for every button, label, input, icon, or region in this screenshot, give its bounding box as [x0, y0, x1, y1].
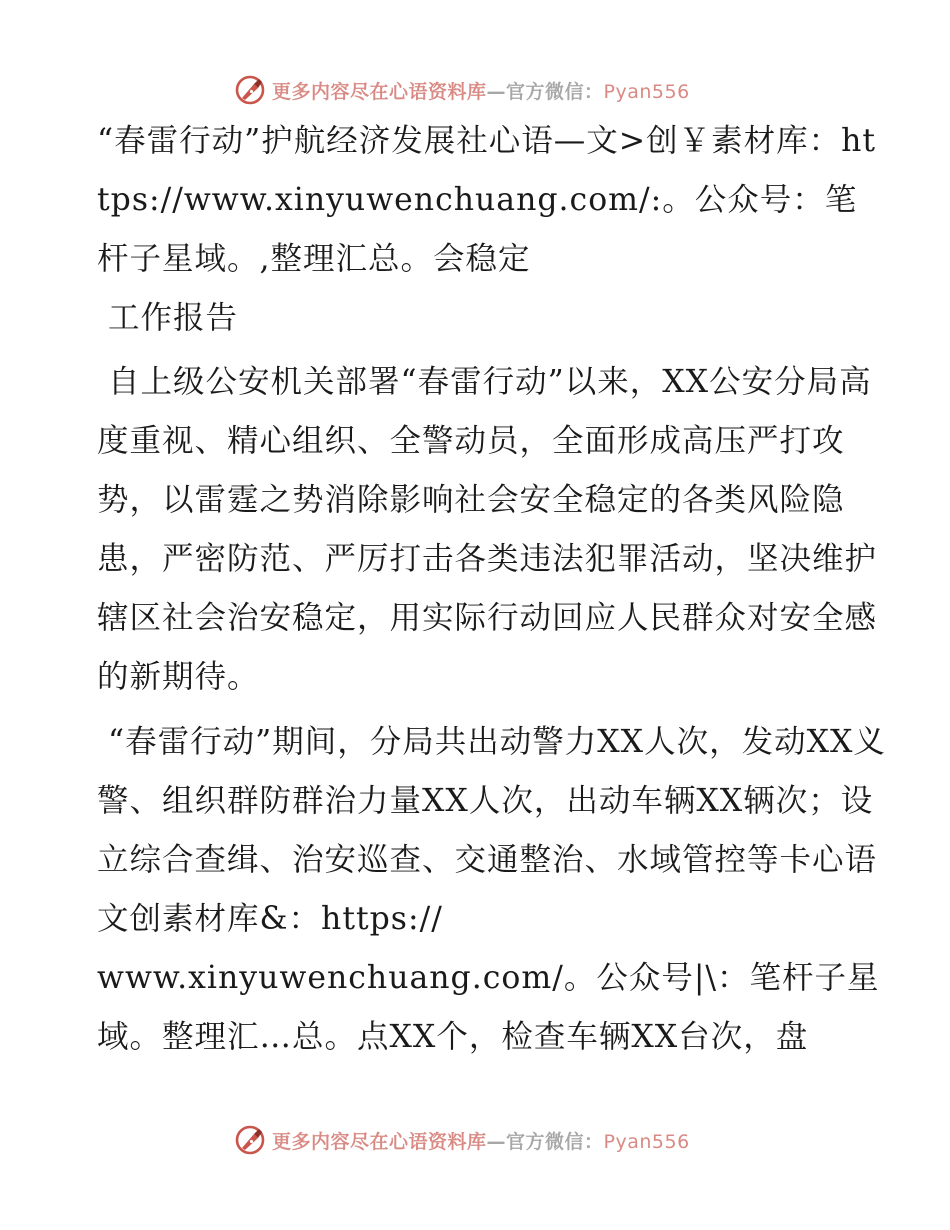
watermark-wechat-id: Pyan556: [603, 80, 690, 103]
watermark-dash: —: [486, 80, 507, 103]
watermark-official-label: 官方微信：: [506, 1130, 604, 1153]
report-heading: 工作报告: [97, 300, 239, 336]
pen-nib-logo-icon: [234, 74, 266, 106]
paragraph-intro: “春雷行动”护航经济发展社心语—文>创￥素材库：https://www.xinyuwenchuang.com/:。公众号：笔杆子星域。,整理汇总。会稳定: [97, 123, 877, 277]
watermark-official-label: 官方微信：: [506, 80, 604, 103]
watermark-text: [272, 77, 690, 104]
watermark-site-text: 更多内容尽在心语资料库: [272, 80, 487, 103]
watermark-dash: —: [486, 1130, 507, 1153]
watermark-wechat-id: Pyan556: [603, 1130, 690, 1153]
footer-watermark: [234, 1123, 690, 1157]
paragraph-statistics: “春雷行动”期间，分局共出动警力XX人次，发动XX义警、组织群防群治力量XX人次，出动车辆XX辆次；设立综合查缉、治安巡查、交通整治、水域管控等卡心语文创素材库&：https:// www.xinyuwenchuang.com/。公众号|\：笔杆子星域。整理汇…总。点XX个，检查车辆XX台次，盘: [97, 724, 886, 1055]
watermark-site-text: 更多内容尽在心语资料库: [272, 1130, 487, 1153]
pen-nib-logo-icon: [234, 1124, 266, 1156]
paragraph-overview: 自上级公安机关部署“春雷行动”以来，XX公安分局高度重视、精心组织、全警动员，全面形成高压严打攻势，以雷霆之势消除影响社会安全稳定的各类风险隐患，严密防范、严厉打击各类违法犯罪活动，坚决维护辖区社会治安稳定，用实际行动回应人民群众对安全感的新期待。: [97, 364, 878, 695]
header-watermark: [234, 73, 690, 107]
watermark-text: [272, 1127, 690, 1154]
document-body: [97, 112, 887, 1067]
